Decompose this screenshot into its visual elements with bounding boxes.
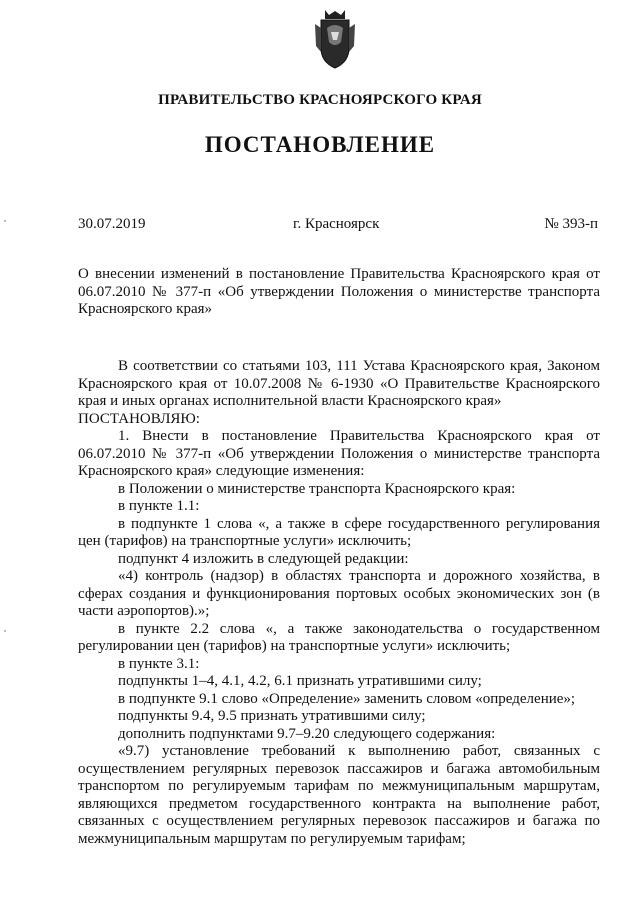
paragraph: в пункте 3.1: xyxy=(118,655,200,672)
paragraph: в пункте 1.1: xyxy=(118,498,200,514)
paragraph: дополнить подпунктами 9.7–9.20 следующего содержания: xyxy=(118,725,496,742)
paragraph: в пункте 2.2 слова «, а также законодательства о государственном регулировании цен (тарифов) на транспортные услуги» исключить; xyxy=(78,620,600,654)
margin-mark xyxy=(4,630,6,632)
document-date: 30.07.2019 xyxy=(78,216,146,232)
document-subject: О внесении изменений в постановление Правительства Красноярского края от 06.07.2010 № 377-п «Об утверждении Положения о министерстве транспорта Красноярского края» xyxy=(78,266,600,318)
paragraph-resolve: ПОСТАНОВЛЯЮ: xyxy=(78,410,200,427)
paragraph-item-1: 1. Внести в постановление Правительства Красноярского края от 06.07.2010 № 377-п «Об утверждении Положения о министерстве транспорта Красноярского края» следующие изменения: xyxy=(78,428,600,479)
document-city: г. Красноярск xyxy=(293,216,380,232)
paragraph-preamble: В соответствии со статьями 103, 111 Устава Красноярского края, Законом Красноярского края от 10.07.2008 № 6-1930 «О Правительстве Красноярского края и иных органах исполнительной власти Красноярского края» xyxy=(78,358,600,409)
paragraph: в подпункте 1 слова «, а также в сфере государственного регулирования цен (тарифов) на транспортные услуги» исключить; xyxy=(78,515,600,549)
margin-mark xyxy=(4,220,6,222)
coat-of-arms-emblem xyxy=(313,8,357,70)
document-number: № 393-п xyxy=(544,216,598,232)
document-type-title: ПОСТАНОВЛЕНИЕ xyxy=(204,132,436,157)
organization-name: ПРАВИТЕЛЬСТВО КРАСНОЯРСКОГО КРАЯ xyxy=(158,92,482,108)
document-body xyxy=(78,358,600,848)
paragraph: подпункты 9.4, 9.5 признать утратившими силу; xyxy=(118,708,426,724)
paragraph: «4) контроль (надзор) в областях транспорта и дорожного хозяйства, в сферах создания и функционирования портовых особых экономических зон (в части аэропортов).»; xyxy=(78,568,600,619)
paragraph: подпункты 1–4, 4.1, 4.2, 6.1 признать утратившими силу; xyxy=(118,673,482,689)
paragraph: подпункт 4 изложить в следующей редакции: xyxy=(118,550,409,567)
paragraph: «9.7) установление требований к выполнению работ, связанных с осуществлением регулярных перевозок пассажиров и багажа автомобильным транспортом по регулируемым тарифам по межмуниципальным маршрутам, являющихся предметом государственного контракта на выполнение работ, связанных с осуществлением регулярных перевозок пассажиров и багажа по межмуниципальным маршрутам по регулируемым тарифам; xyxy=(78,743,600,847)
paragraph: в Положении о министерстве транспорта Красноярского края: xyxy=(118,480,516,497)
paragraph: в подпункте 9.1 слово «Определение» заменить словом «определение»; xyxy=(118,690,576,707)
